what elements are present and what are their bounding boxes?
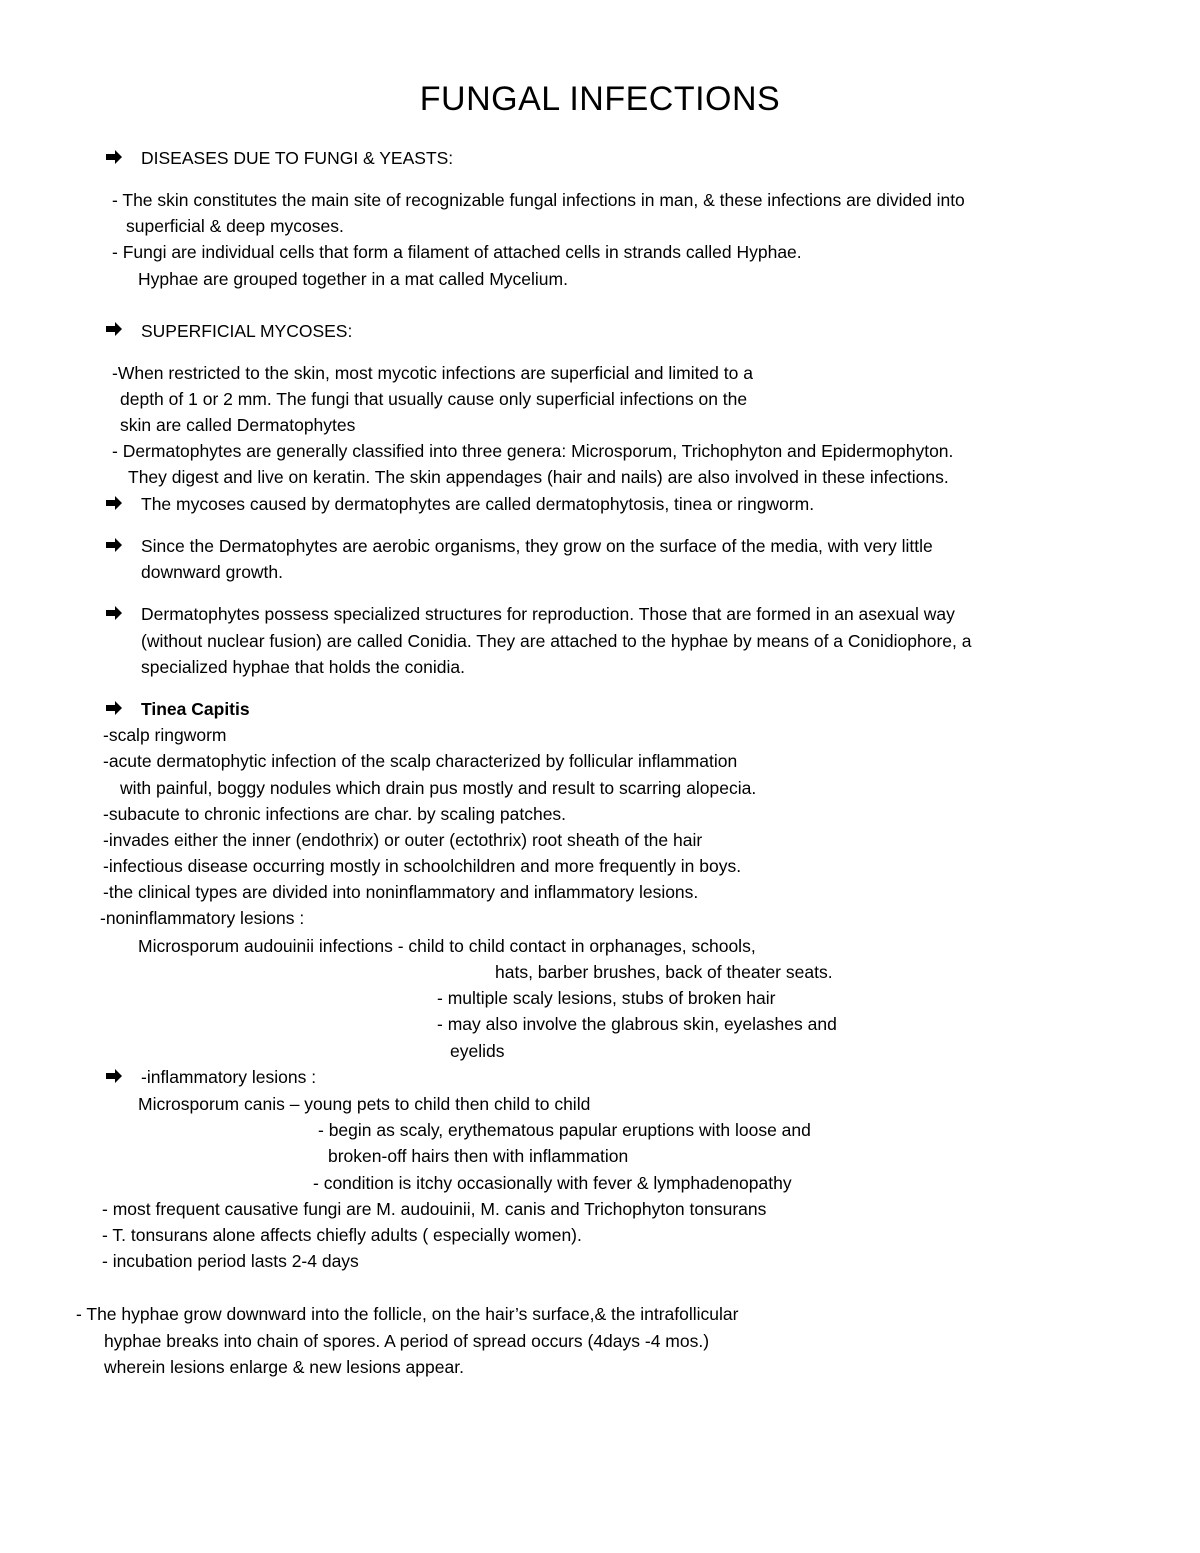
text-line: -the clinical types are divided into noninflammatory and inflammatory lesions. [103, 882, 699, 902]
text-line: hyphae breaks into chain of spores. A period of spread occurs (4days -4 mos.) [104, 1331, 710, 1351]
text-line: - Fungi are individual cells that form a filament of attached cells in strands called Hyphae. [112, 242, 802, 262]
text-line: eyelids [450, 1041, 505, 1061]
right-arrow-bullet-icon [105, 495, 123, 511]
text-line: - The skin constitutes the main site of recognizable fungal infections in man, & these infections are divided into [112, 190, 965, 210]
bullet-text: downward growth. [141, 562, 284, 582]
text-line: -When restricted to the skin, most mycotic infections are superficial and limited to a [112, 363, 753, 383]
text-line: - may also involve the glabrous skin, eyelashes and [437, 1014, 837, 1034]
text-line: - condition is itchy occasionally with fever & lymphadenopathy [313, 1173, 792, 1193]
bullet-text: specialized hyphae that holds the conidia. [141, 657, 465, 677]
text-line: Hyphae are grouped together in a mat called Mycelium. [138, 269, 568, 289]
text-line: depth of 1 or 2 mm. The fungi that usually cause only superficial infections on the [120, 389, 748, 409]
bullet-text: Dermatophytes possess specialized structures for reproduction. Those that are formed in an asexual way [141, 604, 955, 624]
section-heading-inflammatory-lesions: -inflammatory lesions : [141, 1067, 317, 1087]
text-line: Microsporum audouinii infections - child to child contact in orphanages, schools, [138, 936, 756, 956]
text-line: - Dermatophytes are generally classified into three genera: Microsporum, Trichophyton and Epidermophyton. [112, 441, 954, 461]
text-line: hats, barber brushes, back of theater seats. [495, 962, 833, 982]
text-line: broken-off hairs then with inflammation [328, 1146, 629, 1166]
text-line: -invades either the inner (endothrix) or outer (ectothrix) root sheath of the hair [103, 830, 703, 850]
text-line: - T. tonsurans alone affects chiefly adults ( especially women). [102, 1225, 582, 1245]
text-line: - incubation period lasts 2-4 days [102, 1251, 359, 1271]
text-line: -subacute to chronic infections are char. by scaling patches. [103, 804, 567, 824]
text-line: - begin as scaly, erythematous papular eruptions with loose and [318, 1120, 811, 1140]
page-title: FUNGAL INFECTIONS [419, 80, 781, 118]
bullet-text: (without nuclear fusion) are called Conidia. They are attached to the hyphae by means of a Conidiophore, a [141, 631, 972, 651]
text-line: with painful, boggy nodules which drain pus mostly and result to scarring alopecia. [120, 778, 757, 798]
text-line: -scalp ringworm [103, 725, 227, 745]
text-line: - multiple scaly lesions, stubs of broken hair [437, 988, 776, 1008]
text-line: -acute dermatophytic infection of the scalp characterized by follicular inflammation [103, 751, 738, 771]
section-heading-superficial-mycoses: SUPERFICIAL MYCOSES: [141, 321, 353, 341]
right-arrow-bullet-icon [105, 321, 123, 337]
text-line: - The hyphae grow downward into the follicle, on the hair’s surface,& the intrafollicular [76, 1304, 739, 1324]
text-line: They digest and live on keratin. The skin appendages (hair and nails) are also involved in these infections. [128, 467, 949, 487]
text-line: -noninflammatory lesions : [100, 908, 305, 928]
right-arrow-bullet-icon [105, 1068, 123, 1084]
section-heading-diseases: DISEASES DUE TO FUNGI & YEASTS: [141, 148, 454, 168]
text-line: skin are called Dermatophytes [120, 415, 356, 435]
section-heading-tinea-capitis: Tinea Capitis [141, 699, 250, 719]
right-arrow-bullet-icon [105, 700, 123, 716]
right-arrow-bullet-icon [105, 605, 123, 621]
text-line: superficial & deep mycoses. [126, 216, 344, 236]
bullet-text: The mycoses caused by dermatophytes are called dermatophytosis, tinea or ringworm. [141, 494, 815, 514]
right-arrow-bullet-icon [105, 149, 123, 165]
text-line: -infectious disease occurring mostly in schoolchildren and more frequently in boys. [103, 856, 742, 876]
right-arrow-bullet-icon [105, 537, 123, 553]
text-line: - most frequent causative fungi are M. audouinii, M. canis and Trichophyton tonsurans [102, 1199, 767, 1219]
text-line: Microsporum canis – young pets to child then child to child [138, 1094, 591, 1114]
text-line: wherein lesions enlarge & new lesions appear. [104, 1357, 464, 1377]
bullet-text: Since the Dermatophytes are aerobic organisms, they grow on the surface of the media, with very little [141, 536, 933, 556]
